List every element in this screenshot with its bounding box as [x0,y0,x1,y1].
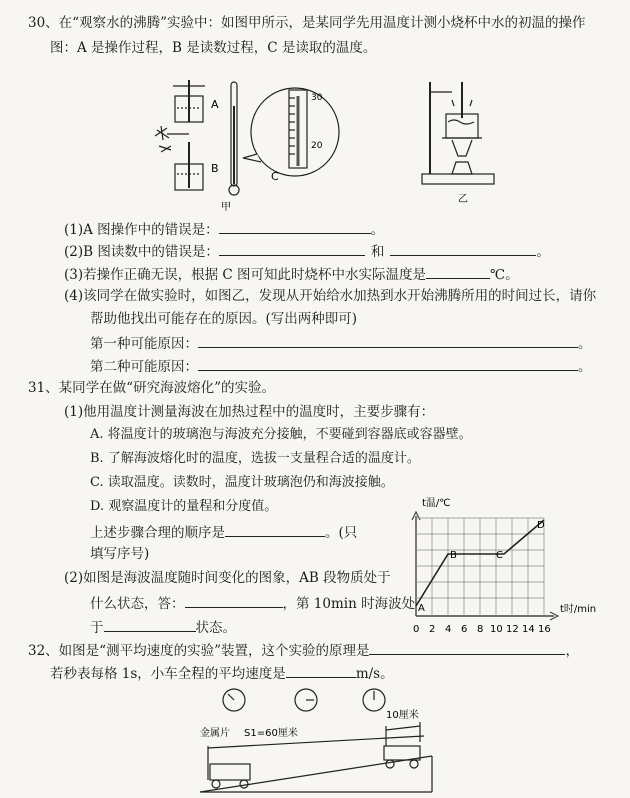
svg-text:12: 12 [506,624,519,635]
label-a: A [211,98,219,111]
answer-blank-1[interactable] [219,219,371,234]
label-c: C [271,170,279,183]
label-jia: 甲 [221,202,231,213]
q30-p2-text: (2)B 图读数中的错误是： [64,244,219,260]
q30-reason2: 第二种可能原因： 。 [90,356,592,376]
q32-line1: 32、如图是“测平均速度的实验”装置，这个实验的原理是 ， [28,640,579,660]
answer-blank-2a[interactable] [219,241,365,256]
svg-text:8: 8 [477,624,484,635]
q30-part4-line1: (4)该同学在做实验时，如图乙，发现从开始给水加热到水开始沸腾所用的时间过长，请你 [64,288,597,304]
q30-part4-line2: 帮助他找出可能存在的原因。(写出两种即可) [90,311,358,327]
q30-p3-text: (3)若操作正确无误，根据 C 图可知此时烧杯中水实际温度是 [64,267,427,283]
svg-text:10: 10 [490,624,503,635]
figure-yi [418,78,514,208]
graph-ylabel: t温/℃ [422,498,451,509]
figure-jia [145,76,385,216]
figure-a [155,80,205,140]
label-s2: 10厘米 [386,710,419,721]
x-tick-labels [413,624,551,635]
svg-text:16: 16 [538,624,551,635]
answer-blank-reason2[interactable] [198,356,578,371]
answer-blank-state-10min[interactable] [104,617,196,632]
svg-text:4: 4 [445,624,452,635]
point-b: B [450,550,457,561]
tick-30: 30 [311,93,323,103]
q31-step-b: B. 了解海波熔化时的温度，选拔一支量程合适的温度计。 [90,451,420,466]
q30-part2: (2)B 图读数中的错误是： 和 。 [64,241,550,261]
q31-part2-line1: (2)如图是海波温度随时间变化的图象，AB 段物质处于 [64,570,391,586]
q32-line2: 若秒表每格 1s，小车全程的平均速度是 m/s。 [50,663,394,683]
q30-part1: (1)A 图操作中的错误是： 。 [64,219,384,239]
q30-p1-text: (1)A 图操作中的错误是： [64,222,219,238]
point-d: D [537,520,545,531]
q30-part3: (3)若操作正确无误，根据 C 图可知此时烧杯中水实际温度是 ℃。 [64,264,519,284]
label-plate: 金属片 [200,728,230,739]
answer-blank-2b[interactable] [390,241,536,256]
incline-figure [196,686,436,796]
svg-text:14: 14 [522,624,535,635]
q31-part1: (1)他用温度计测量海波在加热过程中的温度时，主要步骤有： [64,404,435,420]
answer-blank-3[interactable] [426,264,490,279]
answer-blank-reason1[interactable] [198,333,578,348]
long-thermometer [229,82,239,195]
point-c: C [496,550,503,561]
svg-text:6: 6 [461,624,468,635]
point-a: A [418,603,425,614]
q31-step-c: C. 读取温度。读数时，温度计玻璃泡仍和海波接触。 [90,475,394,490]
q31-part2-line3: 于 状态。 [90,617,236,637]
tick-20: 20 [311,141,323,151]
q31-step-a: A. 将温度计的玻璃泡与海波充分接触，不要碰到容器底或容器壁。 [90,427,472,442]
q31-step-d: D. 观察温度计的量程和分度值。 [90,499,278,514]
q31-order: 上述步骤合理的顺序是 。(只 [90,522,357,542]
figure-b [159,142,203,190]
q30-reason1: 第一种可能原因： 。 [90,333,592,353]
label-b: B [211,162,219,175]
answer-blank-state-ab[interactable] [185,593,283,608]
q30-stem-line1: 30、在“观察水的沸腾”实验中：如图甲所示，是某同学先用温度计测小烧杯中水的初温的操作 [28,15,586,31]
q30-stem-line2: 图：A 是操作过程，B 是读数过程，C 是读取的温度。 [50,40,377,56]
answer-blank-order[interactable] [225,522,325,537]
svg-text:0: 0 [413,624,420,635]
q31-stem: 31、某同学在做“研究海波熔化”的实验。 [28,380,275,396]
answer-blank-principle[interactable] [369,640,565,655]
magnifier-c [243,88,339,176]
temperature-graph [404,494,614,642]
label-yi: 乙 [458,194,468,205]
label-s1: S1=60厘米 [244,728,298,739]
answer-blank-speed[interactable] [286,663,356,678]
svg-text:2: 2 [429,624,436,635]
graph-xlabel: t时/min [560,604,597,615]
q31-part2-line2: 什么状态，答： ，第 10min 时海波处 [90,593,415,613]
q31-order-line2: 填写序号) [90,546,150,562]
